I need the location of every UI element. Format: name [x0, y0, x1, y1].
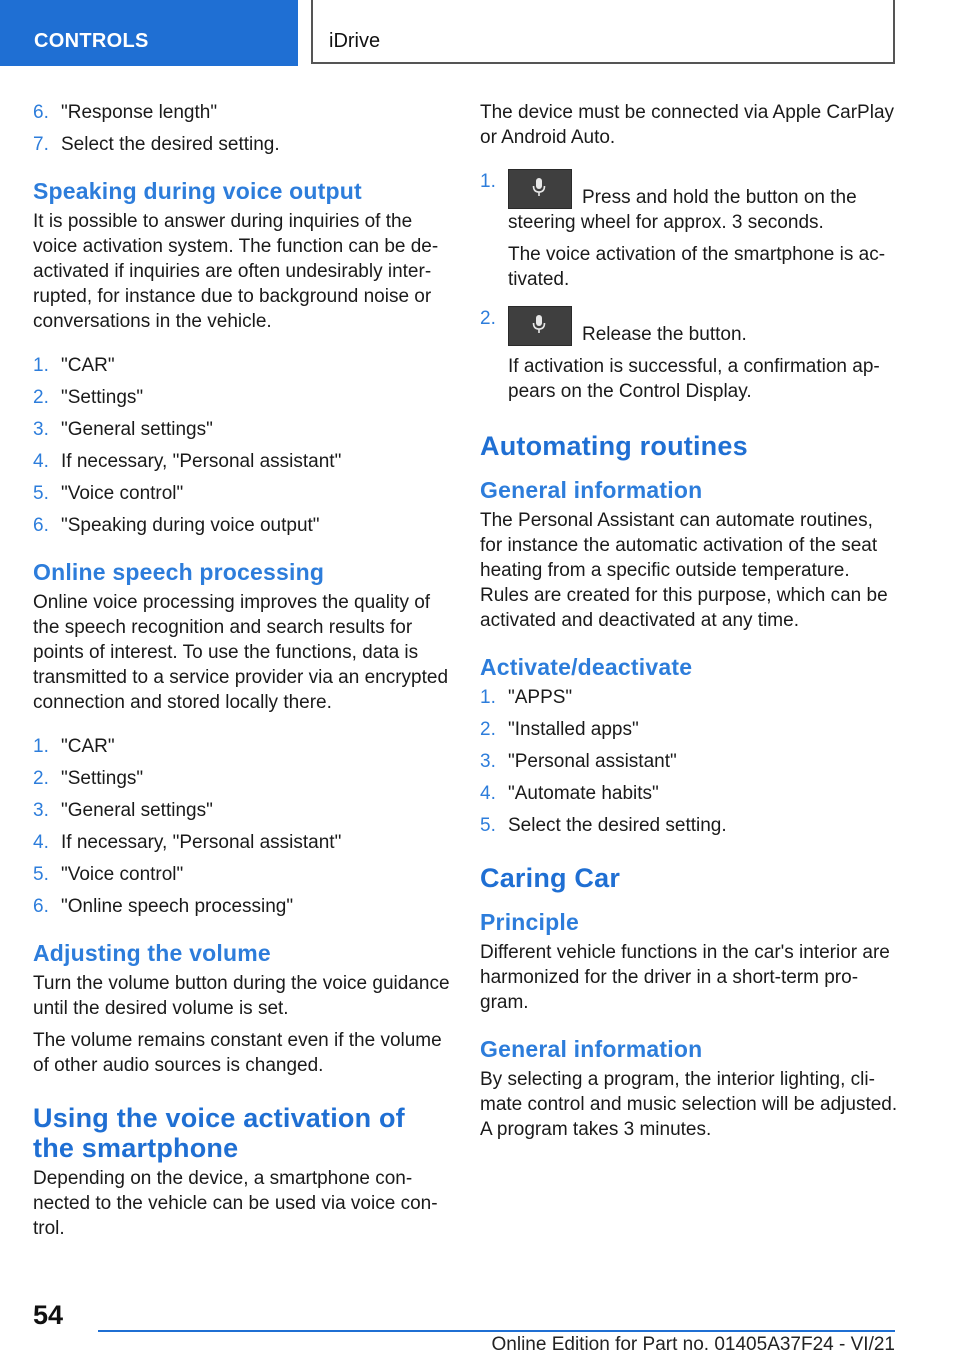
left-column	[33, 100, 451, 1248]
heading-smartphone: Using the voice activation of the smartphone	[33, 1103, 405, 1163]
heading-principle: Principle	[480, 909, 579, 935]
list-item: 4. If necessary, "Personal assistant"	[33, 451, 342, 472]
heading-caring-general: General information	[480, 1036, 703, 1062]
step-result: The voice activation of the smartphone is activated.	[508, 244, 886, 290]
list-item: 2. "Settings"	[33, 768, 144, 789]
page-number: 54	[33, 1300, 64, 1330]
voice-button-icon	[508, 169, 572, 209]
smartphone-steps	[480, 169, 898, 404]
list-item: 6. "Speaking during voice output"	[33, 515, 320, 536]
list-item: 2. "Settings"	[33, 387, 144, 408]
page-header	[0, 0, 960, 66]
heading-volume: Adjusting the volume	[33, 940, 271, 966]
smartphone-body: Depending on the device, a smartphone connected to the vehicle can be used via voice control.	[33, 1168, 438, 1239]
online-steps	[33, 734, 451, 919]
right-column	[480, 100, 898, 1149]
list-item: 1. "CAR"	[33, 736, 115, 757]
edition-note: Online Edition for Part no. 01405A37F24 - VI/21	[491, 1334, 895, 1355]
heading-activate: Activate/deactivate	[480, 654, 693, 680]
caring-general-body: By selecting a program, the interior lighting, climate control and music selection will be adjusted. A program takes 3 minutes.	[480, 1069, 898, 1140]
heading-automating: Automating routines	[480, 431, 748, 461]
heading-general-info: General information	[480, 477, 703, 503]
list-item: 2. "Installed apps"	[480, 719, 639, 740]
list-item: 1. Press and hold the button on the steering wheel for approx. 3 seconds. The voice activation of the smartphone is activated.	[480, 169, 898, 292]
online-body: Online voice processing improves the quality of the speech recognition and search results for points of interest. To use the functions, data is transmitted to a service provider via an encrypted connection and stored locally there.	[33, 592, 449, 713]
section-tab: CONTROLS	[0, 0, 298, 66]
list-item: 6. "Response length"	[33, 102, 218, 123]
voice-button-icon	[508, 306, 572, 346]
step-result: If activation is successful, a confirmation appears on the Control Display.	[508, 356, 880, 402]
list-item: 3. "Personal assistant"	[480, 751, 677, 772]
volume-body-2: The volume remains constant even if the volume of other audio sources is changed.	[33, 1030, 442, 1076]
microphone-icon	[532, 315, 546, 335]
automating-body: The Personal Assistant can automate routines, for instance the automatic activation of the seat heating from a specific outside temperature. Rules are created for this purpose, which can be activated and deactivated at any time.	[480, 510, 888, 631]
heading-speaking: Speaking during voice output	[33, 178, 362, 204]
heading-online: Online speech processing	[33, 559, 325, 585]
list-item: 3. "General settings"	[33, 800, 213, 821]
connection-note: The device must be connected via Apple CarPlay or Android Auto.	[480, 102, 895, 148]
list-item: 4. "Automate habits"	[480, 783, 659, 804]
list-item: 5. "Voice control"	[33, 483, 184, 504]
footer-divider	[98, 1330, 895, 1332]
chapter-title: iDrive	[311, 0, 895, 64]
microphone-icon	[532, 178, 546, 198]
list-item: 2. Release the button. If activation is successful, a confirmation appears on the Control Display.	[480, 306, 898, 404]
list-item: 1. "CAR"	[33, 355, 115, 376]
speaking-body: It is possible to answer during inquiries of the voice activation system. The function can be deactivated if inquiries are often undesirably interrupted, for instance due to background noise or conversations in the vehicle.	[33, 211, 439, 332]
list-item: 5. "Voice control"	[33, 864, 184, 885]
list-item: 5. Select the desired setting.	[480, 815, 727, 836]
principle-body: Different vehicle functions in the car's interior are harmonized for the driver in a short-term program.	[480, 942, 890, 1013]
list-item: 7. Select the desired setting.	[33, 134, 280, 155]
volume-body-1: Turn the volume button during the voice guidance until the desired volume is set.	[33, 973, 450, 1019]
continued-steps	[33, 100, 451, 157]
activate-steps	[480, 685, 898, 838]
list-item: 3. "General settings"	[33, 419, 213, 440]
speaking-steps	[33, 353, 451, 538]
list-item: 4. If necessary, "Personal assistant"	[33, 832, 342, 853]
heading-caring-car: Caring Car	[480, 863, 621, 893]
list-item: 1. "APPS"	[480, 687, 573, 708]
list-item: 6. "Online speech processing"	[33, 896, 294, 917]
